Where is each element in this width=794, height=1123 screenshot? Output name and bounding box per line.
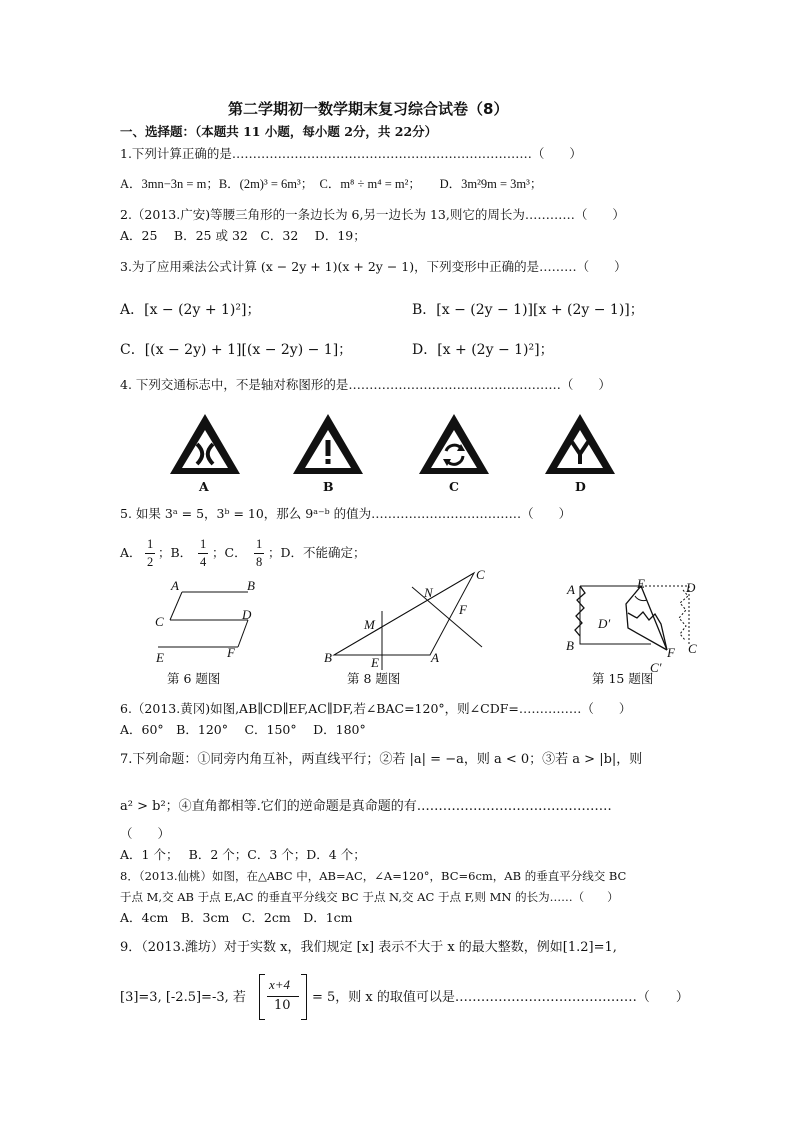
q5-frac-b-den: 4 — [200, 555, 207, 569]
fig8-point-a: A — [431, 650, 439, 665]
fig6-point-b: B — [247, 578, 255, 593]
section-heading: 一、选择题：（本题共 11 小题，每小题 2分，共 22分） — [120, 124, 438, 139]
sign-a — [170, 414, 240, 474]
question-1-stem: 1.下列计算正确的是………………………………………………………………（ ） — [120, 146, 582, 161]
q5-opt-b-label: ；B． — [158, 545, 193, 560]
q5-frac-c-den: 8 — [256, 555, 263, 569]
fig8-point-f: F — [459, 602, 467, 617]
figure-8 — [320, 565, 520, 675]
question-7-options: A．1 个； B．2 个；C．3 个；D．4 个； — [120, 847, 366, 862]
question-3-option-d: D．[x + (2y − 1)²]； — [412, 342, 554, 358]
fig15-point-e: E — [637, 576, 645, 591]
q9-frac-num: x+4 — [269, 977, 291, 992]
fig6-point-e: E — [156, 650, 164, 665]
sign-label-a: A — [199, 479, 209, 494]
question-3-stem: 3.为了应用乘法公式计算 (x − 2y + 1)(x + 2y − 1)，下列变形中正确的是………（ ） — [120, 259, 627, 274]
q5-opt-d-label: ；D．不能确定； — [268, 545, 366, 560]
question-8-line1: 8．（2013.仙桃）如图，在△ABC 中，AB=AC，∠A=120°，BC=6cm，AB 的垂直平分线交 BC — [120, 869, 627, 883]
q5-frac-a-num: 1 — [147, 537, 154, 551]
question-3-option-a: A．[x − (2y + 1)²]； — [120, 302, 261, 318]
question-9-line1: 9．（2013.潍坊）对于实数 x，我们规定 [x] 表示不大于 x 的最大整数，例如[1.2]=1, — [120, 940, 617, 955]
fig15-point-d: D — [686, 580, 696, 595]
question-4-stem: 4. 下列交通标志中，不是轴对称图形的是……………………………………………（ ） — [120, 377, 611, 392]
question-8-options: A．4cm B．3cm C．2cm D．1cm — [120, 910, 353, 925]
question-7-line1: 7.下列命题：①同旁内角互补，两直线平行；②若 |a| = −a，则 a < 0；③若 a > |b|，则 — [120, 752, 643, 767]
question-9-line2b: = 5，则 x 的取值可以是……………………………………（ ） — [312, 990, 689, 1005]
fig15-point-f: F — [667, 645, 675, 660]
traffic-signs — [0, 406, 794, 496]
q5-opt-a-label: A． — [120, 545, 142, 560]
fig8-point-b: B — [324, 650, 332, 665]
fig15-point-a: A — [567, 582, 575, 597]
fig15-point-c: C — [688, 641, 697, 656]
q9-frac-den: 10 — [274, 998, 291, 1013]
q5-opt-c-label: ；C． — [212, 545, 247, 560]
question-5-stem: 5. 如果 3ᵃ = 5，3ᵇ = 10，那么 9ᵃ⁻ᵇ 的值为………………………………（ ） — [120, 506, 572, 521]
fig6-point-f: F — [227, 645, 235, 660]
sign-label-c: C — [449, 479, 459, 494]
fig8-point-e: E — [371, 655, 379, 670]
q5-frac-b-num: 1 — [200, 537, 207, 551]
question-6-stem: 6.（2013.黄冈)如图,AB∥CD∥EF,AC∥DF,若∠BAC=120°，则∠CDF=……………（ ） — [120, 701, 632, 716]
fig8-caption: 第 8 题图 — [347, 671, 401, 686]
fig8-point-m: M — [364, 617, 375, 632]
question-8-line2: 于点 M,交 AB 于点 E,AC 的垂直平分线交 BC 于点 N,交 AC 于点 F,则 MN 的长为……（ ） — [120, 890, 619, 904]
fig8-point-c: C — [476, 567, 485, 582]
sign-b — [293, 414, 363, 474]
sign-c — [419, 414, 489, 474]
fig15-point-b: B — [566, 638, 574, 653]
fig8-point-n: N — [424, 585, 433, 600]
sign-label-b: B — [323, 479, 334, 494]
page-title: 第二学期初一数学期末复习综合试卷（8） — [228, 100, 509, 118]
q5-frac-a-den: 2 — [147, 555, 154, 569]
sign-d — [545, 414, 615, 474]
question-7-paren: （ ） — [120, 826, 171, 841]
question-1-options: A．3mn−3n = m；B．(2m)³ = 6m³； C．m⁸ ÷ m⁴ = m²； D．3m²9m = 3m³； — [120, 177, 543, 191]
fig6-caption: 第 6 题图 — [167, 671, 221, 686]
question-2-stem: 2.（2013.广安)等腰三角形的一条边长为 6,另一边长为 13,则它的周长为…………（ ） — [120, 207, 625, 222]
fig6-point-a: A — [171, 578, 179, 593]
fig6-point-d: D — [242, 607, 252, 622]
fig6-point-c: C — [155, 614, 164, 629]
fig15-point-c-prime: C′ — [650, 660, 662, 675]
q5-frac-c-num: 1 — [256, 537, 263, 551]
question-7-line2: a² > b²；④直角都相等.它们的逆命题是真命题的有……………………………………… — [120, 799, 612, 814]
fig15-caption: 第 15 题图 — [592, 671, 654, 686]
question-9-bracket-fraction — [259, 974, 307, 1018]
question-9-line2a: [3]=3, [-2.5]=-3, 若 — [120, 990, 246, 1005]
question-3-option-b: B．[x − (2y − 1)][x + (2y − 1)]； — [412, 302, 644, 318]
question-2-options: A．25 B．25 或 32 C．32 D．19； — [120, 228, 366, 243]
sign-label-d: D — [575, 479, 586, 494]
fig15-point-d-prime: D′ — [598, 616, 611, 631]
question-6-options: A．60° B．120° C．150° D．180° — [120, 722, 366, 737]
question-3-option-c: C．[(x − 2y) + 1][(x − 2y) − 1]； — [120, 342, 353, 358]
